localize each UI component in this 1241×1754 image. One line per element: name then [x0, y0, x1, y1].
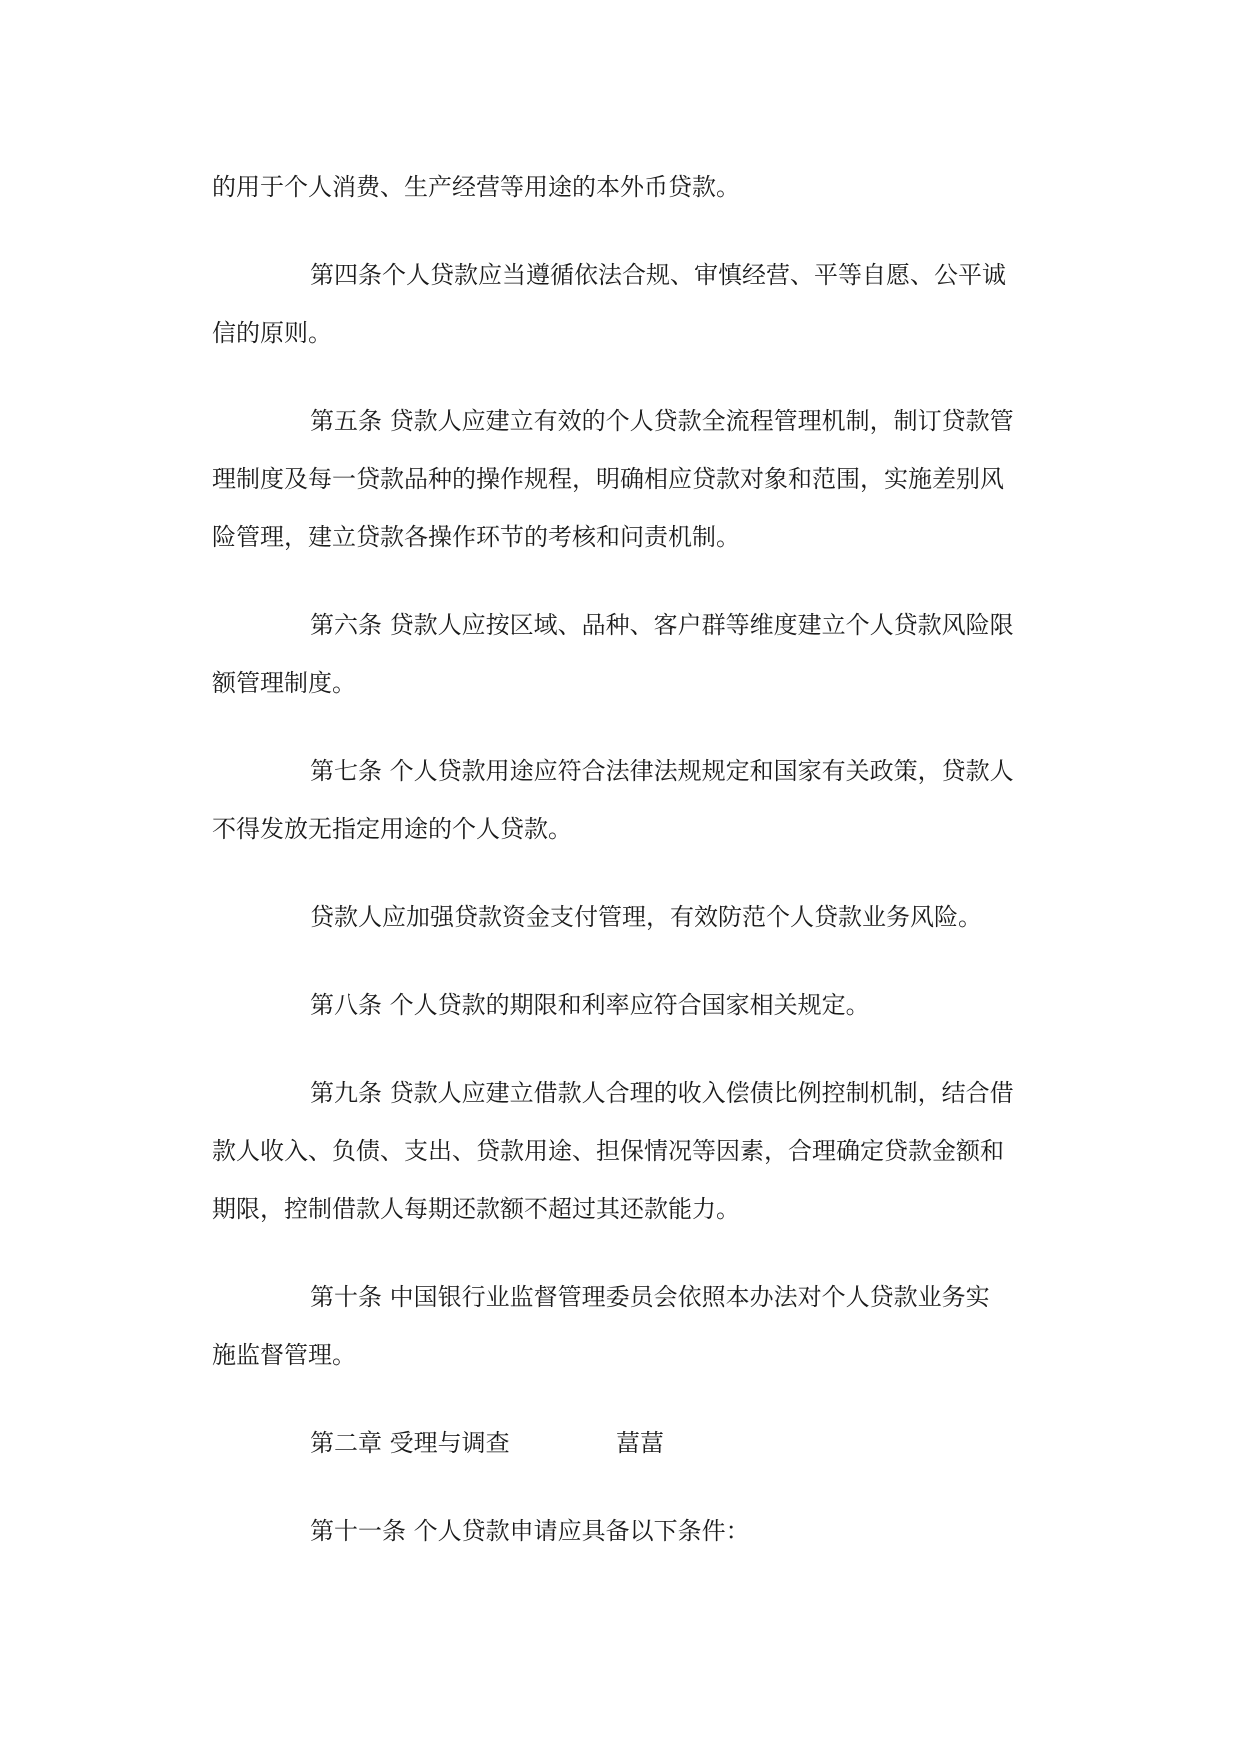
- article-4: [212, 246, 1037, 362]
- text-line: 第十条 中国银行业监督管理委员会依照本办法对个人贷款业务实: [310, 1283, 990, 1311]
- chapter-mark: 葍葍: [616, 1429, 664, 1457]
- chapter-title: 第二章 受理与调查: [310, 1429, 510, 1457]
- text-line: 第四条个人贷款应当遵循依法合规、审慎经营、平等自愿、公平诚: [310, 261, 1006, 289]
- article-6: [212, 596, 1037, 712]
- text-line: 施监督管理。: [212, 1341, 356, 1369]
- text-line: 第七条 个人贷款用途应符合法律法规规定和国家有关政策，贷款人: [310, 757, 1014, 785]
- article-10: [212, 1268, 1037, 1384]
- document-body: [212, 158, 1037, 1590]
- text-line: 第十一条 个人贷款申请应具备以下条件：: [310, 1517, 750, 1545]
- text-line: 款人收入、负债、支出、贷款用途、担保情况等因素，合理确定贷款金额和: [212, 1137, 1004, 1165]
- article-7-clause-2: [212, 888, 1037, 946]
- text-line: 第九条 贷款人应建立借款人合理的收入偿债比例控制机制，结合借: [310, 1079, 1014, 1107]
- text-line: 的用于个人消费、生产经营等用途的本外币贷款。: [212, 173, 740, 201]
- article-9: [212, 1064, 1037, 1238]
- text-line: 险管理，建立贷款各操作环节的考核和问责机制。: [212, 523, 740, 551]
- text-line: 第五条 贷款人应建立有效的个人贷款全流程管理机制，制订贷款管: [310, 407, 1014, 435]
- paragraph-continuation: [212, 158, 1037, 216]
- text-line: 贷款人应加强贷款资金支付管理，有效防范个人贷款业务风险。: [310, 903, 982, 931]
- article-11: [212, 1502, 1037, 1560]
- text-line: 额管理制度。: [212, 669, 356, 697]
- chapter-heading: [212, 1414, 1037, 1472]
- text-line: 理制度及每一贷款品种的操作规程，明确相应贷款对象和范围，实施差别风: [212, 465, 1004, 493]
- text-line: 第八条 个人贷款的期限和利率应符合国家相关规定。: [310, 991, 870, 1019]
- article-5: [212, 392, 1037, 566]
- text-line: 信的原则。: [212, 319, 332, 347]
- text-line: 期限，控制借款人每期还款额不超过其还款能力。: [212, 1195, 740, 1223]
- article-8: [212, 976, 1037, 1034]
- article-7: [212, 742, 1037, 858]
- text-line: 第六条 贷款人应按区域、品种、客户群等维度建立个人贷款风险限: [310, 611, 1014, 639]
- text-line: 不得发放无指定用途的个人贷款。: [212, 815, 572, 843]
